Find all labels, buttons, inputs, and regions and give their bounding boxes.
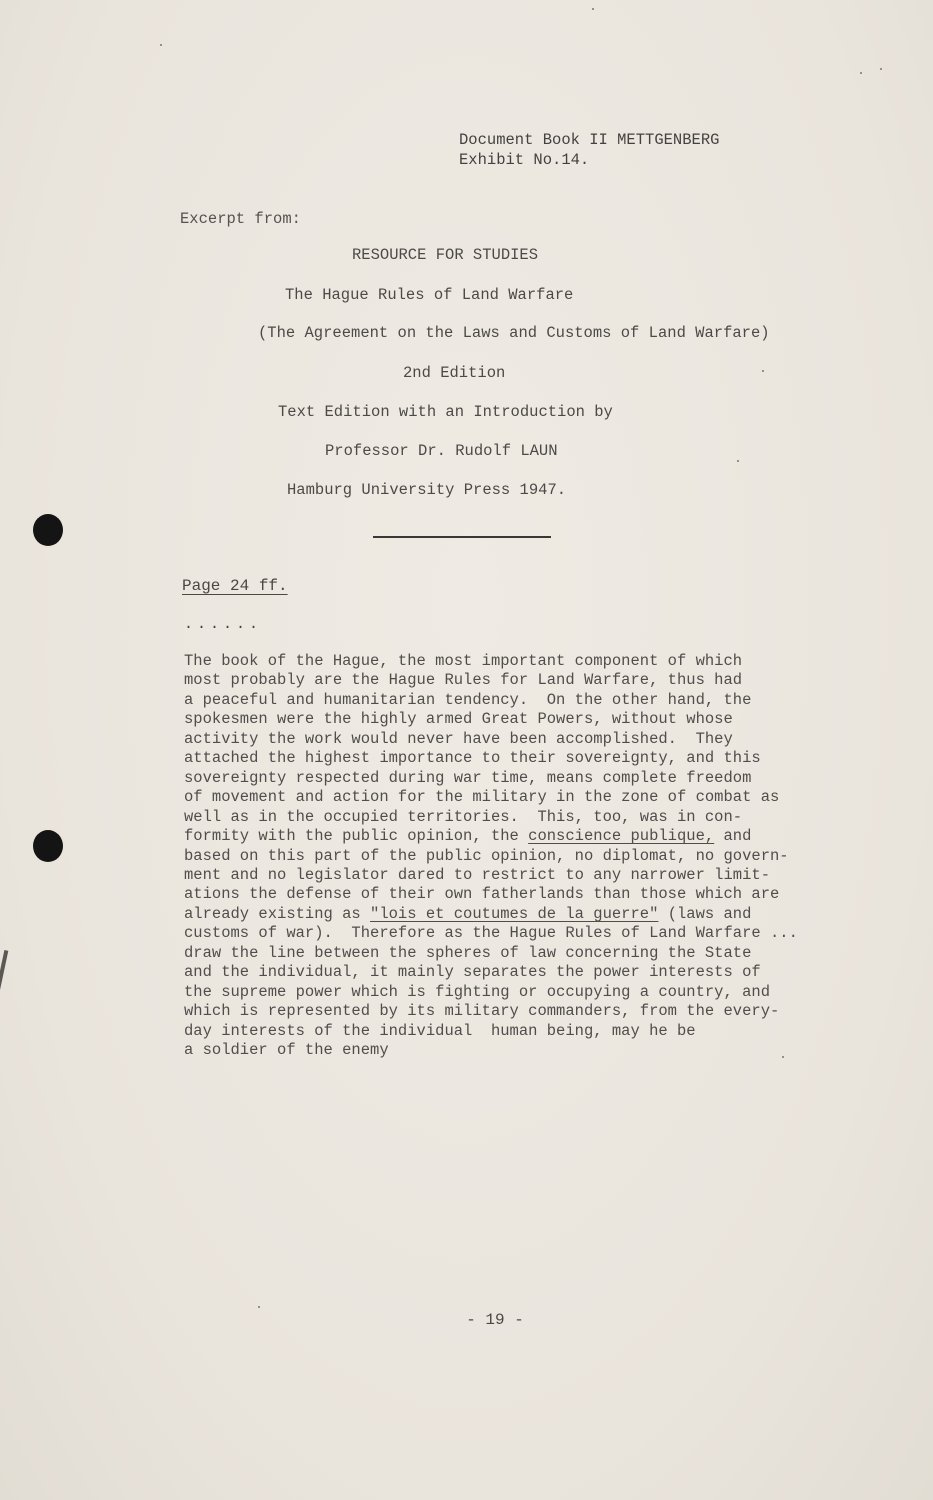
body-line xyxy=(184,905,844,924)
underlined-phrase: conscience publique, xyxy=(528,827,715,846)
paper-speck xyxy=(258,1306,260,1308)
body-line: activity the work would never have been accomplished. They xyxy=(184,729,733,748)
section-divider xyxy=(373,536,551,538)
body-line: a peaceful and humanitarian tendency. On the other hand, the xyxy=(184,690,752,709)
body-line: ations the defense of their own fatherlands than those which are xyxy=(184,885,780,904)
body-line: spokesmen were the highly armed Great Powers, without whose xyxy=(184,710,733,729)
body-line: of movement and action for the military in the zone of combat as xyxy=(184,788,780,807)
body-line: most probably are the Hague Rules for Land Warfare, thus had xyxy=(184,671,743,690)
body-line xyxy=(184,827,844,846)
source-author: Professor Dr. Rudolf LAUN xyxy=(325,442,558,460)
document-book-line: Document Book II METTGENBERG xyxy=(459,131,720,149)
body-line: The book of the Hague, the most important component of which xyxy=(184,652,743,670)
source-title: RESOURCE FOR STUDIES xyxy=(352,246,539,264)
page-reference: Page 24 ff. xyxy=(182,577,288,595)
body-line: a soldier of the enemy xyxy=(184,1041,389,1060)
paper-speck xyxy=(737,460,739,462)
paper-speck xyxy=(860,72,862,74)
source-publisher: Hamburg University Press 1947. xyxy=(287,481,567,499)
ellipsis-marker: ...... xyxy=(184,616,263,633)
body-line: customs of war). Therefore as the Hague Rules of Land Warfare ... xyxy=(184,924,798,943)
source-subtitle-2: (The Agreement on the Laws and Customs of Land Warfare) xyxy=(258,324,770,342)
body-line: well as in the occupied territories. This, too, was in con- xyxy=(184,807,743,826)
body-line: ment and no legislator dared to restrict to any narrower limit- xyxy=(184,865,770,884)
paper-speck xyxy=(880,68,882,70)
body-text-segment: and xyxy=(714,827,752,846)
source-text-edition: Text Edition with an Introduction by xyxy=(278,403,613,421)
page-number: - 19 - xyxy=(466,1311,524,1329)
exhibit-number-line: Exhibit No.14. xyxy=(459,151,590,169)
body-text-segment: already existing as xyxy=(184,904,371,923)
body-line: based on this part of the public opinion, no diplomat, no govern- xyxy=(184,846,789,865)
document-header xyxy=(459,130,719,170)
body-line: sovereignty respected during war time, means complete freedom xyxy=(184,768,752,787)
body-text-segment: formity with the public opinion, the xyxy=(184,827,529,846)
body-line: and the individual, it mainly separates the power interests of xyxy=(184,963,761,982)
punch-hole-top xyxy=(33,514,63,546)
paper-speck xyxy=(160,44,162,46)
body-line: draw the line between the spheres of law concerning the State xyxy=(184,943,752,962)
source-edition: 2nd Edition xyxy=(403,364,506,382)
underlined-phrase: "lois et coutumes de la guerre" xyxy=(370,904,659,923)
source-subtitle: The Hague Rules of Land Warfare xyxy=(285,286,574,304)
excerpt-label: Excerpt from: xyxy=(180,210,301,228)
paper-speck xyxy=(592,8,594,10)
body-line: attached the highest importance to their sovereignty, and this xyxy=(184,749,761,768)
body-line: the supreme power which is fighting or occupying a country, and xyxy=(184,982,770,1001)
edge-mark xyxy=(0,950,8,992)
excerpt-body xyxy=(184,652,844,1061)
body-text-segment: (laws and xyxy=(658,904,752,923)
punch-hole-bottom xyxy=(33,830,63,862)
body-line: which is represented by its military commanders, from the every- xyxy=(184,1002,780,1021)
paper-speck xyxy=(762,370,764,372)
body-line: day interests of the individual human being, may he be xyxy=(184,1021,696,1040)
